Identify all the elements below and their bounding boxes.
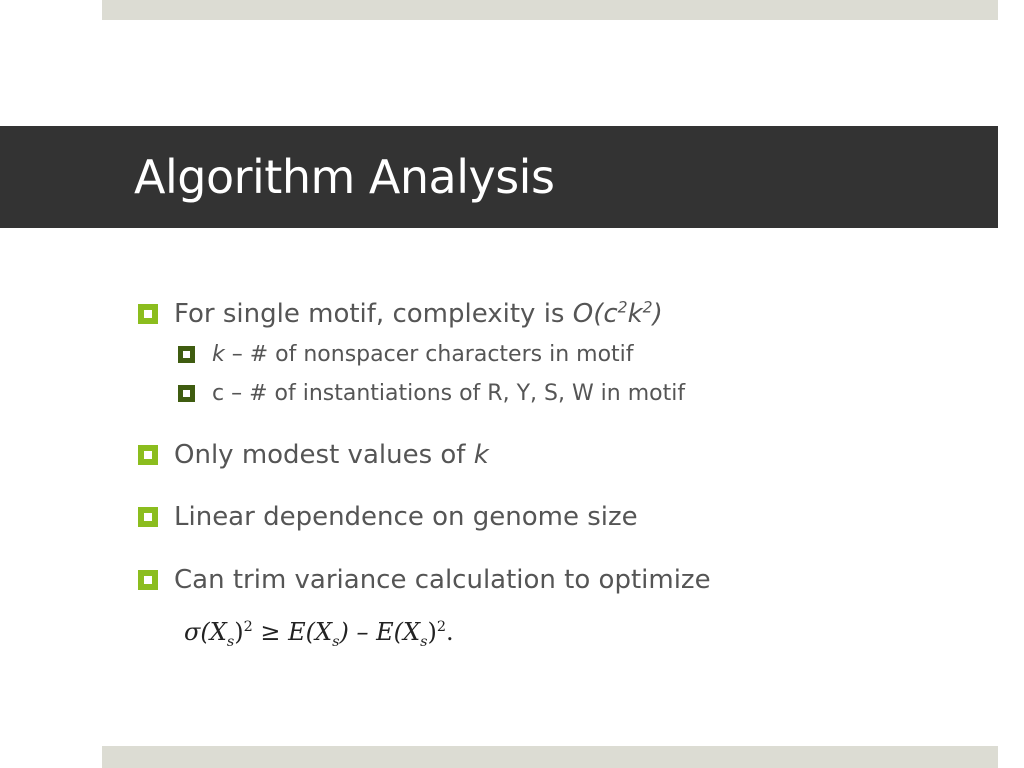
formula-exponent: 2 [436, 619, 447, 635]
formula-sigma: σ(X [184, 618, 227, 646]
formula-sub-s: s [332, 633, 340, 650]
complexity-o: O(c [572, 299, 618, 329]
complexity-expression [573, 299, 663, 329]
formula-minus-expectation: ) – E(X [339, 618, 421, 646]
complexity-close: ) [652, 299, 663, 329]
formula-ge-expectation: ≥ E(X [252, 618, 333, 646]
complexity-k: k [627, 299, 643, 329]
square-sub-bullet-icon [178, 346, 195, 363]
k-definition-label: – # of nonspacer characters in motif [224, 342, 634, 367]
formula-paren: ) [427, 618, 437, 646]
modest-k-label: Only modest values of [174, 440, 474, 470]
linear-dependence-label: Linear dependence on genome size [174, 502, 638, 532]
slide-title: Algorithm Analysis [134, 150, 555, 204]
formula-sub-s: s [420, 633, 428, 650]
complexity-exponent-c: 2 [617, 298, 628, 317]
sub-bullet-k-text [212, 341, 634, 369]
top-accent-band [102, 0, 998, 20]
bullet-complexity-text [174, 298, 663, 330]
variable-k: k [473, 440, 489, 470]
bottom-accent-band [102, 746, 998, 768]
variance-formula [184, 612, 454, 662]
bullet-modest-k-text [174, 439, 489, 471]
square-bullet-icon [138, 445, 158, 465]
formula-sub-s: s [226, 633, 235, 650]
square-bullet-icon [138, 570, 158, 590]
square-sub-bullet-icon [178, 385, 195, 402]
formula-period: . [446, 618, 454, 646]
square-bullet-icon [138, 507, 158, 527]
formula-paren: ) [234, 618, 244, 646]
square-bullet-icon [138, 304, 158, 324]
trim-variance-label: Can trim variance calculation to optimize [174, 565, 711, 595]
c-definition-label: c – # of instantiations of R, Y, S, W in motif [212, 381, 686, 406]
bullet-complexity-label: For single motif, complexity is [174, 299, 573, 329]
complexity-exponent-k: 2 [642, 298, 653, 317]
variable-k: k [212, 342, 225, 367]
formula-exponent: 2 [243, 619, 253, 635]
